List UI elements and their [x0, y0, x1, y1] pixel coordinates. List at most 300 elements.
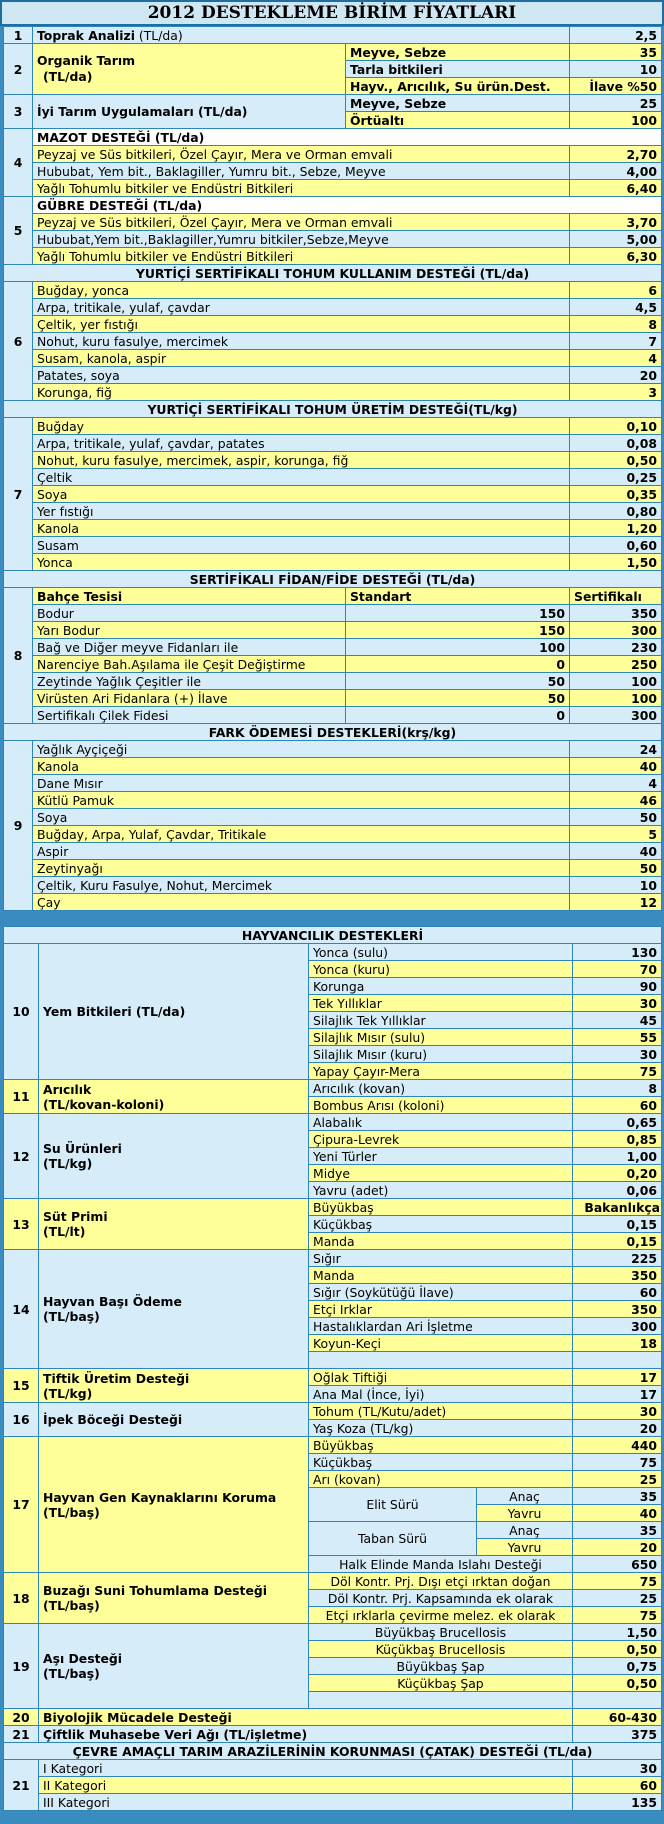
certified-value: 300 — [570, 622, 662, 639]
table-row — [4, 316, 662, 333]
certified-value: 300 — [570, 707, 662, 724]
item-value: 3,70 — [570, 214, 662, 231]
item-value: 30 — [573, 1046, 662, 1063]
table-row — [4, 520, 662, 537]
young-label: Yavru — [477, 1539, 573, 1556]
item-name: Alabalık — [309, 1114, 573, 1131]
row-number: 3 — [4, 95, 33, 129]
item-name: Etçi ırklarla çevirme melez. ek olarak — [309, 1607, 573, 1624]
item-value: 0,80 — [570, 503, 662, 520]
item-value: 1,00 — [573, 1148, 662, 1165]
item-name: Büyükbaş — [309, 1437, 573, 1454]
certified-value: 230 — [570, 639, 662, 656]
row-number: 2 — [4, 44, 33, 95]
table-row — [4, 1114, 662, 1131]
item-name: Büyükbaş Şap — [309, 1658, 573, 1675]
row-number: 20 — [4, 1709, 39, 1726]
label-text: Aşı Desteği — [43, 1651, 123, 1666]
empty-cell — [309, 1692, 573, 1709]
label-unit: (TL/kg) — [43, 1385, 93, 1401]
standard-value: 50 — [346, 690, 570, 707]
item-name: Tohum (TL/Kutu/adet) — [309, 1403, 573, 1420]
row-number: 10 — [4, 944, 39, 1080]
item-value: 40 — [573, 1505, 662, 1522]
table-row — [4, 1369, 662, 1386]
item-name: Arpa, tritikale, yulaf, çavdar — [33, 299, 570, 316]
table-row — [4, 1726, 662, 1743]
item-value: 135 — [573, 1794, 662, 1811]
item-name: Yarı Bodur — [33, 622, 346, 639]
item-value: 25 — [573, 1590, 662, 1607]
certified-value: 350 — [570, 605, 662, 622]
item-name: Soya — [33, 486, 570, 503]
item-name: Meyve, Sebze — [346, 95, 570, 112]
item-value: 8 — [573, 1080, 662, 1097]
row-label — [39, 1199, 309, 1250]
base-herd-label: Taban Sürü — [309, 1522, 477, 1556]
item-value: 46 — [570, 792, 662, 809]
item-value: 350 — [573, 1301, 662, 1318]
item-value: 30 — [573, 995, 662, 1012]
item-value: 4,00 — [570, 163, 662, 180]
column-header: Sertifikalı — [570, 588, 662, 605]
item-value: 75 — [573, 1573, 662, 1590]
item-value: 55 — [573, 1029, 662, 1046]
item-value: 30 — [573, 1760, 662, 1777]
item-name: Yapay Çayır-Mera — [309, 1063, 573, 1080]
item-name: Kanola — [33, 520, 570, 537]
table-row — [4, 707, 662, 724]
item-name: Manda — [309, 1267, 573, 1284]
table-row — [4, 894, 662, 911]
table-row — [4, 809, 662, 826]
item-name: Virüsten Ari Fidanlara (+) İlave — [33, 690, 346, 707]
item-value: 25 — [573, 1471, 662, 1488]
row-number: 13 — [4, 1199, 39, 1250]
table-row — [4, 877, 662, 894]
item-name: Döl Kontr. Prj. Kapsamında ek olarak — [309, 1590, 573, 1607]
page-title: 2012 DESTEKLEME BİRİM FİYATLARI — [0, 0, 664, 26]
empty-cell — [573, 1692, 662, 1709]
row-number: 1 — [4, 27, 33, 44]
item-value: 6 — [570, 282, 662, 299]
table-row — [4, 622, 662, 639]
item-value: Bakanlıkça — [573, 1199, 662, 1216]
row-number: 17 — [4, 1437, 39, 1573]
label-text: Hayvan Başı Ödeme — [43, 1294, 182, 1309]
item-value: 60 — [573, 1284, 662, 1301]
row-label — [39, 1624, 309, 1709]
standard-value: 0 — [346, 707, 570, 724]
item-value: 90 — [573, 978, 662, 995]
table-row — [4, 944, 662, 961]
certified-value: 100 — [570, 690, 662, 707]
item-value: 0,50 — [573, 1675, 662, 1692]
table-row — [4, 1573, 662, 1590]
row-number: 9 — [4, 741, 33, 911]
table-row — [4, 299, 662, 316]
table-row — [4, 1080, 662, 1097]
item-value: 18 — [573, 1335, 662, 1352]
item-value: 300 — [573, 1318, 662, 1335]
item-name: Çay — [33, 894, 570, 911]
crop-support-table — [3, 26, 662, 911]
label-text: Organik Tarım — [37, 53, 135, 68]
item-name: Küçükbaş Şap — [309, 1675, 573, 1692]
certified-value: 250 — [570, 656, 662, 673]
label-text: Hayvan Gen Kaynaklarını Koruma — [43, 1489, 277, 1505]
table-row — [4, 690, 662, 707]
row-number: 18 — [4, 1573, 39, 1624]
item-name: Buğday, yonca — [33, 282, 570, 299]
row-number: 11 — [4, 1080, 39, 1114]
item-value: İlave %50 — [570, 78, 662, 95]
item-name: Çeltik, yer fıstığı — [33, 316, 570, 333]
label-unit: (TL/baş) — [43, 1504, 100, 1520]
table-row — [4, 724, 662, 741]
item-value: 2,70 — [570, 146, 662, 163]
table-row — [4, 418, 662, 435]
row-number: 21 — [4, 1726, 39, 1743]
item-value: 50 — [570, 860, 662, 877]
row-label: Biyolojik Mücadele Desteği — [39, 1709, 573, 1726]
table-row — [4, 350, 662, 367]
row-label: İpek Böceği Desteği — [39, 1403, 309, 1437]
item-value: 35 — [573, 1488, 662, 1505]
item-value: 650 — [573, 1556, 662, 1573]
row-label — [39, 1080, 309, 1114]
label-unit: (TL/baş) — [43, 1598, 100, 1613]
label-unit: (TL/kovan-koloni) — [43, 1096, 165, 1112]
row-number: 19 — [4, 1624, 39, 1709]
label-text: Toprak Analizi — [37, 27, 135, 43]
label-unit: (TL/baş) — [43, 1666, 100, 1681]
section-header: GÜBRE DESTEĞİ (TL/da) — [33, 197, 662, 214]
table-row — [4, 180, 662, 197]
item-name: Arı (kovan) — [309, 1471, 573, 1488]
table-row — [4, 537, 662, 554]
item-value: 45 — [573, 1012, 662, 1029]
row-label — [39, 1573, 309, 1624]
livestock-support-table — [3, 926, 662, 1811]
item-name: Yonca (kuru) — [309, 961, 573, 978]
table-row — [4, 758, 662, 775]
table-row — [4, 231, 662, 248]
row-number: 16 — [4, 1403, 39, 1437]
item-value: 6,30 — [570, 248, 662, 265]
item-value: 20 — [573, 1420, 662, 1437]
row-label — [33, 44, 346, 95]
table-row — [4, 197, 662, 214]
item-value: 0,06 — [573, 1182, 662, 1199]
item-value: 25 — [570, 95, 662, 112]
row-number: 8 — [4, 588, 33, 724]
item-name: Zeytinde Yağlık Çeşitler ile — [33, 673, 346, 690]
item-name: Büyükbaş — [309, 1199, 573, 1216]
item-name: Kanola — [33, 758, 570, 775]
table-row — [4, 469, 662, 486]
table-row — [4, 1403, 662, 1420]
standard-value: 50 — [346, 673, 570, 690]
item-name: Manda — [309, 1233, 573, 1250]
table-row — [4, 639, 662, 656]
item-name: Küçükbaş — [309, 1454, 573, 1471]
item-name: Dane Mısır — [33, 775, 570, 792]
section-header: ÇEVRE AMAÇLI TARIM ARAZİLERİNİN KORUNMASI (ÇATAK) DESTEĞİ (TL/da) — [4, 1743, 662, 1760]
table-row — [4, 401, 662, 418]
item-name: Soya — [33, 809, 570, 826]
item-name: Döl Kontr. Prj. Dışı etçi ırktan doğan — [309, 1573, 573, 1590]
item-name: Yonca — [33, 554, 570, 571]
item-value: 0,65 — [573, 1114, 662, 1131]
table-row — [4, 503, 662, 520]
item-name: Hububat,Yem bit.,Baklagiller,Yumru bitkiler,Sebze,Meyve — [33, 231, 570, 248]
item-value: 75 — [573, 1063, 662, 1080]
table-row — [4, 1624, 662, 1641]
row-label: Yem Bitkileri (TL/da) — [39, 944, 309, 1080]
table-row — [4, 1794, 662, 1811]
item-value: 100 — [570, 112, 662, 129]
item-name: I Kategori — [39, 1760, 573, 1777]
item-name: Meyve, Sebze — [346, 44, 570, 61]
item-value: 4,5 — [570, 299, 662, 316]
item-value: 20 — [573, 1539, 662, 1556]
table-row — [4, 860, 662, 877]
item-value: 60 — [573, 1097, 662, 1114]
breeder-label: Anaç — [477, 1522, 573, 1539]
table-row — [4, 435, 662, 452]
item-name: Narenciye Bah.Aşılama ile Çeşit Değiştirme — [33, 656, 346, 673]
item-value: 0,10 — [570, 418, 662, 435]
table-row — [4, 775, 662, 792]
label-unit: (TL/da) — [43, 69, 93, 84]
table-row — [4, 554, 662, 571]
item-value: 5,00 — [570, 231, 662, 248]
item-value: 8 — [570, 316, 662, 333]
item-value: 35 — [573, 1522, 662, 1539]
item-value: 10 — [570, 61, 662, 78]
table-row — [4, 571, 662, 588]
table-row — [4, 605, 662, 622]
item-name: Aspir — [33, 843, 570, 860]
column-header: Bahçe Tesisi — [33, 588, 346, 605]
item-value: 20 — [570, 367, 662, 384]
table-row — [4, 129, 662, 146]
item-value: 1,50 — [570, 554, 662, 571]
item-value: 0,08 — [570, 435, 662, 452]
item-name: Susam, kanola, aspir — [33, 350, 570, 367]
item-value: 4 — [570, 775, 662, 792]
label-text: Süt Primi — [43, 1209, 108, 1224]
item-value: 75 — [573, 1607, 662, 1624]
item-value: 7 — [570, 333, 662, 350]
row-value: 2,5 — [570, 27, 662, 44]
table-row — [4, 95, 662, 112]
item-name: Nohut, kuru fasulye, mercimek, aspir, korunga, fiğ — [33, 452, 570, 469]
section-header: FARK ÖDEMESİ DESTEKLERİ(krş/kg) — [4, 724, 662, 741]
item-name: Bombus Arısı (koloni) — [309, 1097, 573, 1114]
table-row — [4, 248, 662, 265]
item-value: 17 — [573, 1386, 662, 1403]
row-label — [39, 1114, 309, 1199]
item-name: Büyükbaş Brucellosis — [309, 1624, 573, 1641]
item-value: 5 — [570, 826, 662, 843]
table-row — [4, 282, 662, 299]
row-label — [33, 27, 570, 44]
item-name: Tarla bitkileri — [346, 61, 570, 78]
item-name: Korunga, fiğ — [33, 384, 570, 401]
item-name: Silajlık Mısır (sulu) — [309, 1029, 573, 1046]
item-value: 0,75 — [573, 1658, 662, 1675]
item-value: 0,15 — [573, 1233, 662, 1250]
item-value: 70 — [573, 961, 662, 978]
item-value: 50 — [570, 809, 662, 826]
item-value: 6,40 — [570, 180, 662, 197]
standard-value: 150 — [346, 605, 570, 622]
row-number: 4 — [4, 129, 33, 197]
item-value: 0,60 — [570, 537, 662, 554]
table-row — [4, 1199, 662, 1216]
section-header: YURTİÇİ SERTİFİKALI TOHUM ÜRETİM DESTEĞİ(TL/kg) — [4, 401, 662, 418]
row-label — [39, 1437, 309, 1573]
table-row — [4, 792, 662, 809]
table-row — [4, 163, 662, 180]
item-value: 17 — [573, 1369, 662, 1386]
item-name: Oğlak Tiftiği — [309, 1369, 573, 1386]
row-label — [39, 1250, 309, 1369]
label-unit: (TL/da) — [134, 27, 183, 43]
item-value: 0,85 — [573, 1131, 662, 1148]
item-value: 30 — [573, 1403, 662, 1420]
table-row — [4, 673, 662, 690]
label-unit: (TL/lt) — [43, 1224, 86, 1239]
item-value: 1,20 — [570, 520, 662, 537]
table-row — [4, 656, 662, 673]
row-label: İyi Tarım Uygulamaları (TL/da) — [33, 95, 346, 129]
label-text: Arıcılık — [43, 1081, 92, 1097]
item-name: Patates, soya — [33, 367, 570, 384]
item-value: 4 — [570, 350, 662, 367]
row-value: 375 — [573, 1726, 662, 1743]
item-value: 75 — [573, 1454, 662, 1471]
table-row — [4, 1777, 662, 1794]
table-row — [4, 27, 662, 44]
table-row — [4, 333, 662, 350]
label-unit: (TL/kg) — [43, 1156, 93, 1171]
item-name: Peyzaj ve Süs bitkileri, Özel Çayır, Mera ve Orman emvali — [33, 214, 570, 231]
item-name: Silajlık Mısır (kuru) — [309, 1046, 573, 1063]
item-name: Buğday, Arpa, Yulaf, Çavdar, Tritikale — [33, 826, 570, 843]
row-number: 15 — [4, 1369, 39, 1403]
item-name: Korunga — [309, 978, 573, 995]
item-name: Hayv., Arıcılık, Su ürün.Dest. — [346, 78, 570, 95]
row-number: 21 — [4, 1760, 39, 1811]
item-name: Nohut, kuru fasulye, mercimek — [33, 333, 570, 350]
table-row — [4, 367, 662, 384]
item-name: Silajlık Tek Yıllıklar — [309, 1012, 573, 1029]
item-name: Küçükbaş Brucellosis — [309, 1641, 573, 1658]
item-value: 225 — [573, 1250, 662, 1267]
item-value: 0,25 — [570, 469, 662, 486]
table-row — [4, 927, 662, 944]
table-row — [4, 1760, 662, 1777]
row-number: 7 — [4, 418, 33, 571]
elite-herd-label: Elit Sürü — [309, 1488, 477, 1522]
row-number: 12 — [4, 1114, 39, 1199]
table-row — [4, 214, 662, 231]
table-row — [4, 1437, 662, 1454]
item-value: 0,50 — [573, 1641, 662, 1658]
item-value: 40 — [570, 843, 662, 860]
item-name: Sertifikalı Çilek Fidesi — [33, 707, 346, 724]
item-value: 440 — [573, 1437, 662, 1454]
table-row — [4, 1743, 662, 1760]
item-value: 60 — [573, 1777, 662, 1794]
item-name: Hububat, Yem bit., Baklagiller, Yumru bit., Sebze, Meyve — [33, 163, 570, 180]
item-name: III Kategori — [39, 1794, 573, 1811]
item-value: 40 — [570, 758, 662, 775]
item-name: Midye — [309, 1165, 573, 1182]
item-name: Arpa, tritikale, yulaf, çavdar, patates — [33, 435, 570, 452]
item-name: Yer fıstığı — [33, 503, 570, 520]
item-value: 24 — [570, 741, 662, 758]
item-name: Yavru (adet) — [309, 1182, 573, 1199]
item-name: Ana Mal (İnce, İyi) — [309, 1386, 573, 1403]
table-row — [4, 1250, 662, 1267]
table-row — [4, 265, 662, 282]
table-row — [4, 741, 662, 758]
item-name: Yeni Türler — [309, 1148, 573, 1165]
item-name: II Kategori — [39, 1777, 573, 1794]
standard-value: 150 — [346, 622, 570, 639]
item-value: 3 — [570, 384, 662, 401]
young-label: Yavru — [477, 1505, 573, 1522]
section-header: MAZOT DESTEĞİ (TL/da) — [33, 129, 662, 146]
column-header: Standart — [346, 588, 570, 605]
item-name: Çipura-Levrek — [309, 1131, 573, 1148]
table-row — [4, 588, 662, 605]
item-name: Örtüaltı — [346, 112, 570, 129]
row-number: 5 — [4, 197, 33, 265]
item-value: 130 — [573, 944, 662, 961]
row-label — [39, 1369, 309, 1403]
item-value: 35 — [570, 44, 662, 61]
row-number: 14 — [4, 1250, 39, 1369]
standard-value: 100 — [346, 639, 570, 656]
item-name: Buğday — [33, 418, 570, 435]
item-name: Arıcılık (kovan) — [309, 1080, 573, 1097]
item-name: Bodur — [33, 605, 346, 622]
item-value: 0,50 — [570, 452, 662, 469]
row-number: 6 — [4, 282, 33, 401]
table-row — [4, 384, 662, 401]
row-label: Çiftlik Muhasebe Veri Ağı (TL/işletme) — [39, 1726, 573, 1743]
label-text: Buzağı Suni Tohumlama Desteği — [43, 1583, 267, 1598]
item-name: Yonca (sulu) — [309, 944, 573, 961]
table-row — [4, 486, 662, 503]
item-name: Kütlü Pamuk — [33, 792, 570, 809]
item-name: Yağlı Tohumlu bitkiler ve Endüstri Bitkileri — [33, 248, 570, 265]
label-unit: (TL/baş) — [43, 1309, 100, 1324]
label-text: Su Ürünleri — [43, 1141, 122, 1156]
item-name: Etçi Irklar — [309, 1301, 573, 1318]
item-name: Halk Elinde Manda Islahı Desteği — [309, 1556, 573, 1573]
table-row — [4, 826, 662, 843]
item-value: 350 — [573, 1267, 662, 1284]
item-name: Çeltik — [33, 469, 570, 486]
table-row — [4, 146, 662, 163]
breeder-label: Anaç — [477, 1488, 573, 1505]
